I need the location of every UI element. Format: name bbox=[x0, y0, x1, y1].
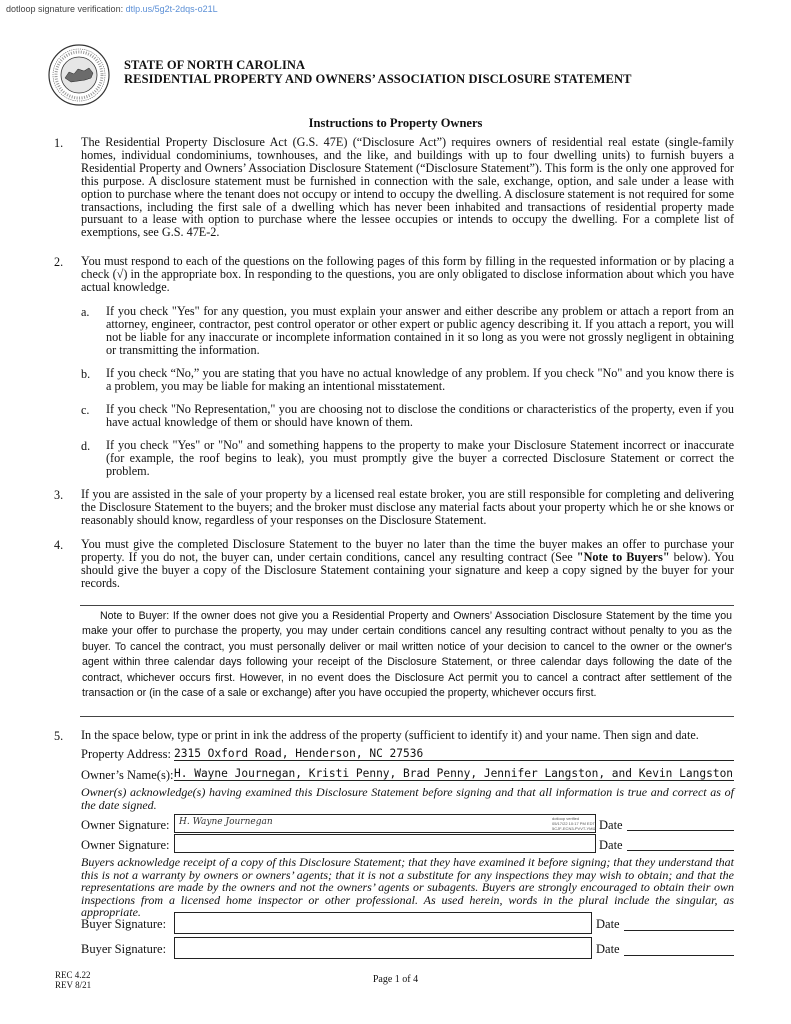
owners-name-label: Owner’s Name(s): bbox=[81, 768, 174, 782]
header-title: RESIDENTIAL PROPERTY AND OWNERS’ ASSOCIATION DISCLOSURE STATEMENT bbox=[124, 72, 632, 86]
date-label-4: Date bbox=[596, 942, 620, 956]
sub-item-c-text: If you check "No Representation," you are choosing not to disclose the conditions or characteristics of the property, even if you have actual knowledge of them or should have known of them. bbox=[106, 402, 734, 429]
nc-real-estate-commission-seal-icon bbox=[48, 44, 110, 106]
dotloop-stamp-line-3: 5CJF-ECN3-PVVT-YMIZ bbox=[552, 826, 597, 831]
owner-signature-field-2[interactable] bbox=[174, 834, 596, 853]
date-field-2[interactable] bbox=[627, 836, 734, 851]
property-address-label: Property Address: bbox=[81, 747, 171, 761]
date-field-4[interactable] bbox=[624, 940, 734, 956]
item-number-5: 5. bbox=[54, 729, 64, 743]
property-address-value: 2315 Oxford Road, Henderson, NC 27536 bbox=[174, 747, 424, 760]
sub-item-a-text: If you check "Yes" for any question, you must explain your answer and either describe any problem or attach a report from an attorney, engineer, contractor, pest control operator or other expert or public agency describing it. If you attach a report, you will not be liable for any inaccurate or incomplete information contained in it so long as you were not grossly negligent in obtaining or transmitting the information. bbox=[106, 304, 734, 357]
owner-acknowledgement: Owner(s) acknowledge(s) having examined this Disclosure Statement before signing and that all information is true and correct as of the date signed. bbox=[81, 785, 734, 812]
verification-link[interactable]: dtlp.us/5g2t-2dqs-o21L bbox=[125, 4, 218, 14]
owners-name-field[interactable] bbox=[174, 764, 734, 781]
date-field-3[interactable] bbox=[624, 915, 734, 931]
dotloop-stamp-line-1: dotloop verified bbox=[552, 816, 580, 821]
header-state: STATE OF NORTH CAROLINA bbox=[124, 58, 306, 72]
item-5-text: In the space below, type or print in ink the address of the property (sufficient to identify it) and your name. Then sign and date. bbox=[81, 728, 699, 742]
sub-label-c: c. bbox=[81, 403, 90, 417]
sub-label-b: b. bbox=[81, 367, 91, 381]
buyer-signature-field-1[interactable] bbox=[174, 912, 592, 934]
sub-item-b-text: If you check “No,” you are stating that you have no actual knowledge of any problem. If you check "No" and you know there is a problem, you may be liable for making an intentional misstatement. bbox=[106, 366, 734, 393]
item-number-1: 1. bbox=[54, 136, 64, 150]
item-4-text-c: below). You should give the buyer a copy of the Disclosure Statement containing your signature and keep a copy signed by the buyer for your records. bbox=[81, 549, 734, 590]
owner-signature-label-2: Owner Signature: bbox=[81, 838, 170, 852]
property-address-field[interactable] bbox=[174, 744, 734, 761]
note-to-buyers-ref: "Note to Buyers" bbox=[576, 549, 670, 564]
date-label-1: Date bbox=[599, 818, 623, 832]
dotloop-stamp-line-2: 05/17/22 10:17 PM EDT bbox=[552, 821, 595, 826]
item-3-text: If you are assisted in the sale of your property by a licensed real estate broker, you are still responsible for completing and delivering the Disclosure Statement to the buyers; and the broker must disclose any material facts about your property which he or she knows or reasonably should know, regardless of your responses on the Disclosure Statement. bbox=[81, 487, 734, 527]
buyer-signature-field-2[interactable] bbox=[174, 937, 592, 959]
date-label-2: Date bbox=[599, 838, 623, 852]
owner-signature-label-1: Owner Signature: bbox=[81, 818, 170, 832]
buyer-signature-label-1: Buyer Signature: bbox=[81, 917, 167, 931]
owners-name-value: H. Wayne Journegan, Kristi Penny, Brad Penny, Jennifer Langston, and Kevin Langston bbox=[174, 767, 734, 780]
instructions-title: Instructions to Property Owners bbox=[308, 116, 483, 130]
form-code-rec: REC 4.22 bbox=[55, 970, 91, 980]
item-2-text: You must respond to each of the questions on the following pages of this form by filling in the requested information or by placing a check (√) in the appropriate box. In responding to the questions, you are only obligated to disclose information about which you have actual knowledge. bbox=[81, 254, 734, 294]
note-to-buyer-text: Note to Buyer: If the owner does not give you a Residential Property and Owners’ Association Disclosure Statement by the time you make your offer to purchase the property, you may under certain conditions cancel any resulting contract without penalty to you as the buyer. To cancel the contract, you must personally deliver or mail written notice of your decision to cancel to the owner or the owner's agent within three calendar days following your receipt of the Disclosure Statement, or three calendar days following the date of the contract, whichever occurs first. However, in no event does the Disclosure Act permit you to cancel a contract after settlement of the transaction or (in the case of a sale or exchange) after you have occupied the property, whichever occurs first. bbox=[82, 610, 732, 700]
item-number-2: 2. bbox=[54, 255, 64, 269]
buyer-acknowledgement: Buyers acknowledge receipt of a copy of this Disclosure Statement; that they have examined it before signing; that they understand that this is not a warranty by owners or owners’ agents; that it is not a substitute for any inspections they may wish to obtain; and that the representations are made by the owners and not the owners’ agents or subagents. Buyers are strongly encouraged to obtain their own inspections from a licensed home inspector or other professional. As used herein, words in the plural include the singular, as appropriate. bbox=[81, 855, 734, 920]
item-number-4: 4. bbox=[54, 538, 64, 552]
owner-signature-script: H. Wayne Journegan bbox=[179, 817, 273, 827]
sub-item-d-text: If you check "Yes" or "No" and something happens to the property to make your Disclosure Statement incorrect or inaccurate (for example, the roof begins to leak), you must promptly give the buyer a corrected Disclosure Statement or correct the problem. bbox=[106, 438, 734, 478]
verification-label: dotloop signature verification: bbox=[6, 4, 124, 14]
date-field-1[interactable] bbox=[627, 816, 734, 831]
date-label-3: Date bbox=[596, 917, 620, 931]
form-code-rev: REV 8/21 bbox=[55, 980, 92, 990]
verification-line bbox=[6, 4, 218, 14]
buyer-signature-label-2: Buyer Signature: bbox=[81, 942, 167, 956]
page-number: Page 1 of 4 bbox=[372, 974, 419, 985]
dotloop-stamp bbox=[552, 816, 596, 831]
item-4-text-a: You must give the completed Disclosure Statement to the buyer no later than the time the buyer makes an offer to purchase your property. If you do not, the buyer can, under certain conditions, cancel any resulting contract (See bbox=[81, 537, 734, 564]
sub-label-a: a. bbox=[81, 305, 90, 319]
item-1-text: The Residential Property Disclosure Act (G.S. 47E) (“Disclosure Act”) requires owners of residential real estate (single-family homes, individual condominiums, townhouses, and the like, and buildings with up to four dwelling units) to furnish buyers a Residential Property and Owners’ Association Disclosure Statement (“Disclosure Statement”). This form is the only one approved for this purpose. A disclosure statement must be furnished in connection with the sale, exchange, option, and sale under a lease with option to purchase where the tenant does not occupy or intend to occupy the dwelling. A disclosure statement is not required for some transactions, including the first sale of a dwelling which has never been inhabited and transactions of residential property made pursuant to a lease with option to purchase where the lessee occupies or intends to occupy the dwelling. For a complete list of exemptions, see G.S. 47E-2. bbox=[81, 135, 734, 240]
note-to-buyer-box bbox=[80, 605, 734, 717]
sub-label-d: d. bbox=[81, 439, 91, 453]
owner-signature-field-1[interactable] bbox=[174, 814, 596, 833]
item-4-text bbox=[81, 538, 734, 590]
item-number-3: 3. bbox=[54, 488, 64, 502]
